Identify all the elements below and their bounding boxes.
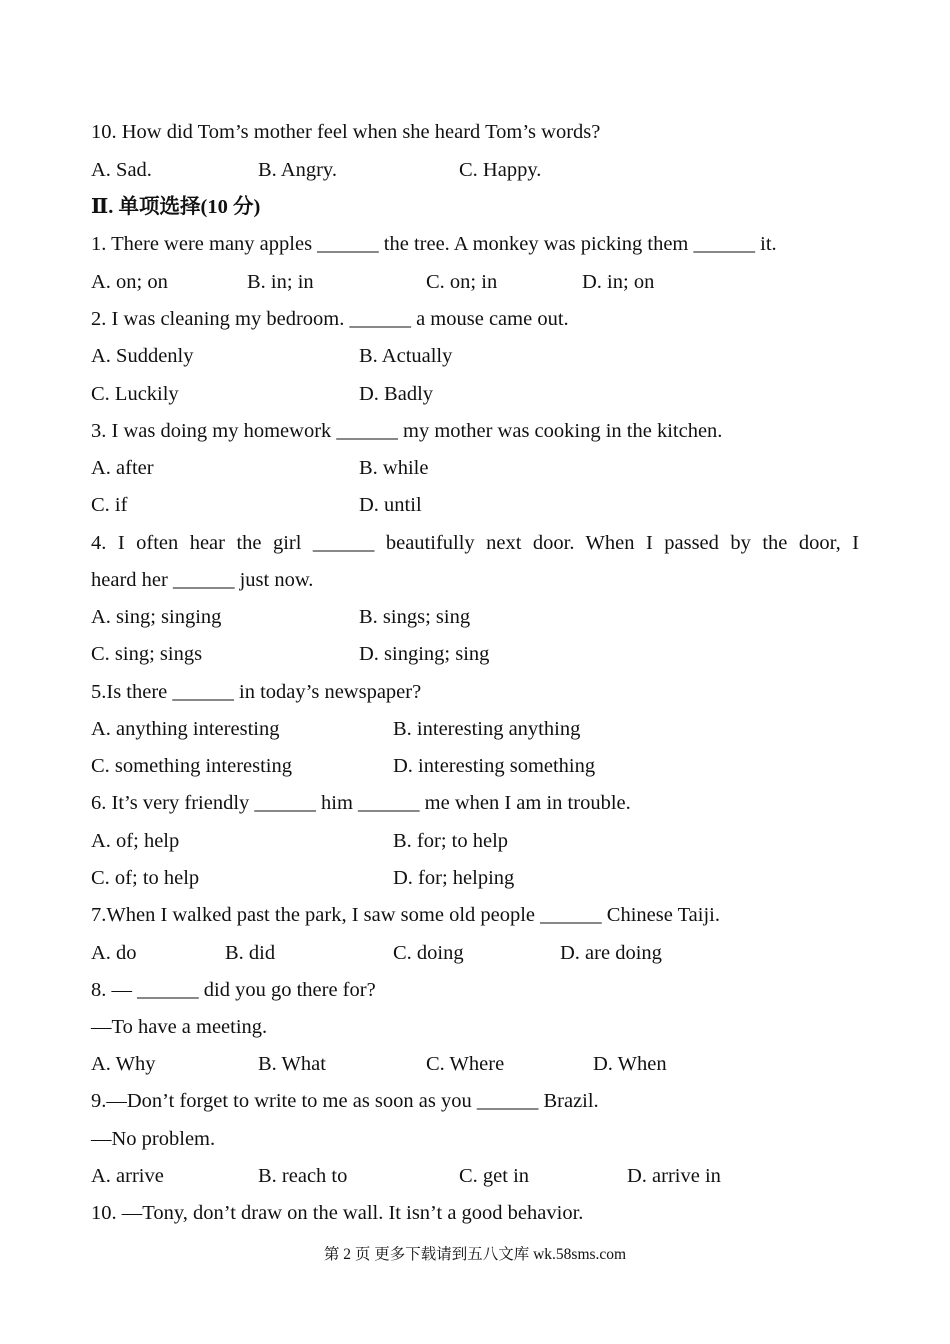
option-c: C. something interesting bbox=[91, 755, 292, 777]
option-b: B. reach to bbox=[258, 1165, 348, 1187]
option-b: B. sings; sing bbox=[359, 606, 471, 628]
option-d: D. interesting something bbox=[393, 755, 596, 777]
dialogue-reply: —No problem. bbox=[91, 1128, 216, 1150]
option-a: A. on; on bbox=[91, 271, 168, 293]
option-a: A. anything interesting bbox=[91, 718, 280, 740]
option-c: C. on; in bbox=[426, 271, 498, 293]
option-d: D. When bbox=[593, 1053, 667, 1075]
question-stem-line1: 4. I often hear the girl ______ beautifully next door. When I passed by the door, I bbox=[91, 532, 859, 554]
question-stem: 1. There were many apples ______ the tree. A monkey was picking them ______ it. bbox=[91, 233, 777, 255]
dialogue-reply: —To have a meeting. bbox=[91, 1016, 268, 1038]
section-title: Ⅱ. 单项选择(10 分) bbox=[91, 196, 261, 218]
option-b: B. while bbox=[359, 457, 429, 479]
question-stem: 8. — ______ did you go there for? bbox=[91, 979, 376, 1001]
option-a: A. Sad. bbox=[91, 159, 152, 181]
option-d: D. are doing bbox=[560, 942, 662, 964]
option-d: D. until bbox=[359, 494, 422, 516]
option-a: A. sing; singing bbox=[91, 606, 222, 628]
option-c: C. Luckily bbox=[91, 383, 179, 405]
option-a: A. of; help bbox=[91, 830, 180, 852]
option-b: B. Angry. bbox=[258, 159, 337, 181]
question-stem: 3. I was doing my homework ______ my mother was cooking in the kitchen. bbox=[91, 420, 723, 442]
option-a: A. Why bbox=[91, 1053, 156, 1075]
question-stem: 10. How did Tom’s mother feel when she heard Tom’s words? bbox=[91, 121, 601, 143]
option-b: B. Actually bbox=[359, 345, 453, 367]
option-a: A. do bbox=[91, 942, 137, 964]
question-stem: 5.Is there ______ in today’s newspaper? bbox=[91, 681, 422, 703]
option-a: A. Suddenly bbox=[91, 345, 194, 367]
option-b: B. did bbox=[225, 942, 276, 964]
option-b: B. for; to help bbox=[393, 830, 509, 852]
option-b: B. What bbox=[258, 1053, 326, 1075]
option-c: C. if bbox=[91, 494, 128, 516]
option-c: C. sing; sings bbox=[91, 643, 203, 665]
page-footer: 第 2 页 更多下载请到五八文库 wk.58sms.com bbox=[323, 1246, 627, 1263]
question-stem: 2. I was cleaning my bedroom. ______ a mouse came out. bbox=[91, 308, 569, 330]
option-b: B. in; in bbox=[247, 271, 314, 293]
option-c: C. doing bbox=[393, 942, 464, 964]
option-c: C. get in bbox=[459, 1165, 530, 1187]
question-stem: 6. It’s very friendly ______ him ______ me when I am in trouble. bbox=[91, 792, 631, 814]
option-c: C. of; to help bbox=[91, 867, 200, 889]
option-d: D. in; on bbox=[582, 271, 655, 293]
question-stem: 9.—Don’t forget to write to me as soon as you ______ Brazil. bbox=[91, 1090, 599, 1112]
option-c: C. Where bbox=[426, 1053, 505, 1075]
option-d: D. for; helping bbox=[393, 867, 515, 889]
option-c: C. Happy. bbox=[459, 159, 542, 181]
question-stem: 7.When I walked past the park, I saw some old people ______ Chinese Taiji. bbox=[91, 904, 720, 926]
option-d: D. arrive in bbox=[627, 1165, 721, 1187]
option-b: B. interesting anything bbox=[393, 718, 581, 740]
option-d: D. Badly bbox=[359, 383, 434, 405]
option-d: D. singing; sing bbox=[359, 643, 490, 665]
question-stem-line2: heard her ______ just now. bbox=[91, 569, 314, 591]
option-a: A. arrive bbox=[91, 1165, 164, 1187]
question-stem: 10. —Tony, don’t draw on the wall. It isn’t a good behavior. bbox=[91, 1202, 584, 1224]
option-a: A. after bbox=[91, 457, 154, 479]
